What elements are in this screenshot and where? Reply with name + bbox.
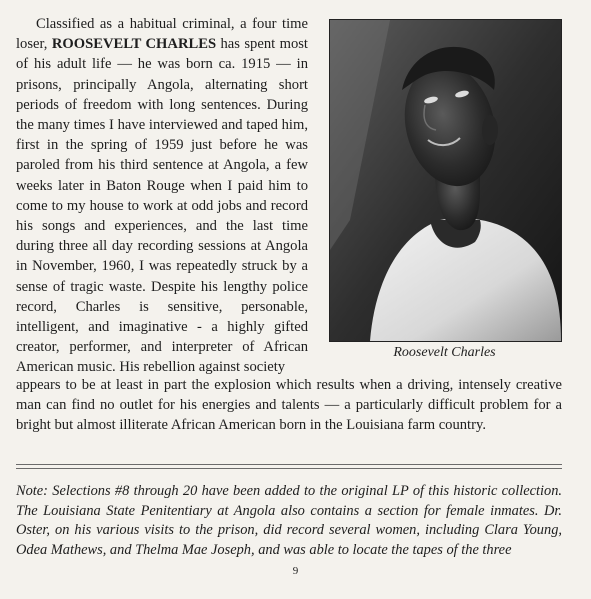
paragraph-body: has spent most of his adult life — he was born ca. 1915 — in prisons, principally Angola, alternating short periods of freedom with long sentences. During the many times I have interviewed and taped him, first in the spring of 1959 just before he was paroled from his third sentence at Angola, a few weeks later in Baton Rouge when I paid him to come to my house to work at odd jobs and record his songs and experiences, and the last time during three all day recording sessions at Angola in November, 1960, I was repeatedly struck by a sense of tragic waste. Despite his lengthy police record, Charles is sensitive, personable, intelligent, and imaginative - a highly gifted creator, performer, and interpreter of African American music. His rebellion against society [16, 36, 308, 376]
editorial-note: Note: Selections #8 through 20 have been added to the original LP of this historic collection. The Louisiana State Penitentiary at Angola also contains a section for female inmates. Dr. Oster, on his various visits to the prison, did record several women, including Clara Young, Odea Mathews, and Thelma Mae Joseph, and was able to locate the tapes of the three [16, 483, 562, 558]
article-paragraph-continued: appears to be at least in part the explosion which results when a driving, intensely creative man can find no outlet for his energies and talents — a particularly difficult problem for a bright but almost illiterate African American born in the Louisiana farm country. [16, 377, 562, 434]
page-number: 9 [292, 565, 299, 577]
subject-name: ROOSEVELT CHARLES [51, 36, 217, 53]
photo-caption: Roosevelt Charles [393, 345, 496, 360]
section-divider [16, 468, 562, 469]
portrait-photo-illustration [330, 20, 561, 341]
paragraph-intro: Classified as a habitual criminal, a four time loser, [16, 16, 308, 53]
article-paragraph [16, 14, 308, 378]
portrait-photo [329, 19, 562, 342]
section-divider [16, 464, 562, 465]
